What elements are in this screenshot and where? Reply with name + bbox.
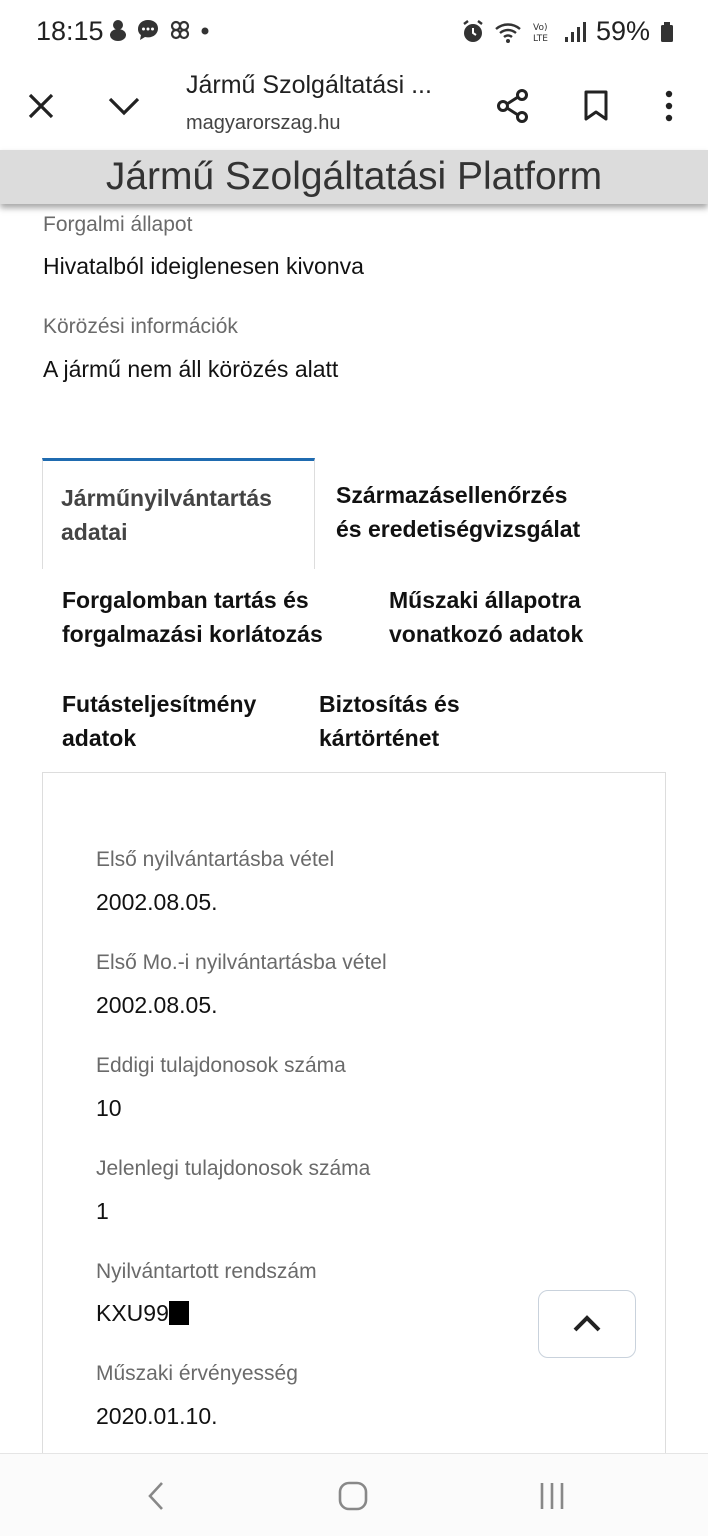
redaction-block (169, 1301, 189, 1325)
field-value: 2020.01.10. (96, 1403, 218, 1429)
tab-label: Műszaki állapotra (389, 587, 581, 613)
more-vert-icon (664, 90, 674, 122)
tab-muszaki-allapot[interactable] (389, 583, 583, 651)
page-url: magyarorszag.hu (186, 112, 341, 134)
tab-label: kártörténet (319, 725, 440, 751)
browser-toolbar (0, 66, 708, 150)
chat-icon (136, 18, 160, 42)
tab-label: és eredetiségvizsgálat (336, 516, 581, 542)
chevron-down-icon (108, 96, 140, 116)
field-label: Első Mo.-i nyilvántartásba vétel (96, 951, 387, 974)
chevron-up-icon (572, 1314, 602, 1334)
tab-futasteljesitmeny[interactable] (62, 687, 256, 755)
tab-label: Járműnyilvántartás (61, 485, 272, 511)
recents-icon (537, 1481, 567, 1511)
bookmark-button[interactable] (568, 78, 624, 134)
plate-text: KXU99 (96, 1300, 169, 1326)
tab-forgalomban-tartas[interactable] (62, 583, 323, 651)
tab-label: adatai (61, 519, 128, 545)
tab-label: Biztosítás és (319, 691, 460, 717)
status-bar (0, 0, 708, 66)
scroll-to-top-button[interactable] (538, 1290, 636, 1358)
tab-label: Futásteljesítmény (62, 691, 257, 717)
field-label: Körözési információk (43, 315, 238, 338)
status-time: 18:15 (36, 16, 104, 46)
volte-icon (532, 20, 554, 44)
flower-icon (168, 18, 192, 42)
tab-label: adatok (62, 725, 137, 751)
field-value: A jármű nem áll körözés alatt (43, 356, 339, 382)
home-icon (338, 1481, 368, 1511)
battery-percent: 59% (595, 16, 650, 46)
svg-text:Vo): Vo) (532, 22, 548, 33)
signal-icon (564, 20, 586, 44)
tab-jarmunyilvantartas[interactable] (42, 458, 315, 569)
field-value: Hivatalból ideiglenesen kivonva (43, 253, 364, 279)
close-icon (27, 92, 55, 120)
wifi-icon (494, 20, 522, 44)
dot-icon (200, 18, 210, 42)
tab-label: vonatkozó adatok (389, 621, 584, 647)
field-label: Jelenlegi tulajdonosok száma (96, 1157, 371, 1180)
field-value: 1 (96, 1198, 109, 1224)
field-label: Nyilvántartott rendszám (96, 1260, 317, 1283)
minimize-button[interactable] (96, 78, 152, 134)
field-value: 2002.08.05. (96, 889, 218, 915)
tab-label: Forgalomban tartás és (62, 587, 309, 613)
field-label: Eddigi tulajdonosok száma (96, 1054, 346, 1077)
tab-szarmazasellenorzes[interactable] (336, 478, 580, 546)
alarm-icon (462, 20, 484, 44)
field-label: Forgalmi állapot (43, 213, 193, 236)
plate-number-value (96, 1300, 189, 1327)
field-label: Műszaki érvényesség (96, 1362, 298, 1385)
nav-back-button[interactable] (126, 1474, 186, 1518)
field-value: 10 (96, 1095, 122, 1121)
svg-text:LTE: LTE (532, 33, 548, 44)
tab-label: Származásellenőrzés (336, 482, 568, 508)
nav-recents-button[interactable] (522, 1474, 582, 1518)
bookmark-icon (583, 90, 609, 122)
nav-home-button[interactable] (323, 1474, 383, 1518)
more-options-button[interactable] (641, 78, 697, 134)
share-button[interactable] (485, 78, 541, 134)
battery-icon (660, 20, 674, 44)
system-navigation-bar (0, 1453, 708, 1536)
field-value: 2002.08.05. (96, 992, 218, 1018)
tab-biztositas[interactable] (319, 687, 460, 755)
close-tab-button[interactable] (13, 78, 69, 134)
app-icon (108, 18, 128, 42)
share-icon (496, 88, 530, 124)
back-icon (146, 1480, 166, 1512)
status-icons (462, 16, 674, 47)
tab-label: forgalmazási korlátozás (62, 621, 323, 647)
notification-icons (108, 18, 210, 42)
field-label: Első nyilvántartásba vétel (96, 848, 335, 871)
page-title: Jármű Szolgáltatási ... (186, 71, 432, 99)
site-banner: Jármű Szolgáltatási Platform (0, 150, 708, 204)
